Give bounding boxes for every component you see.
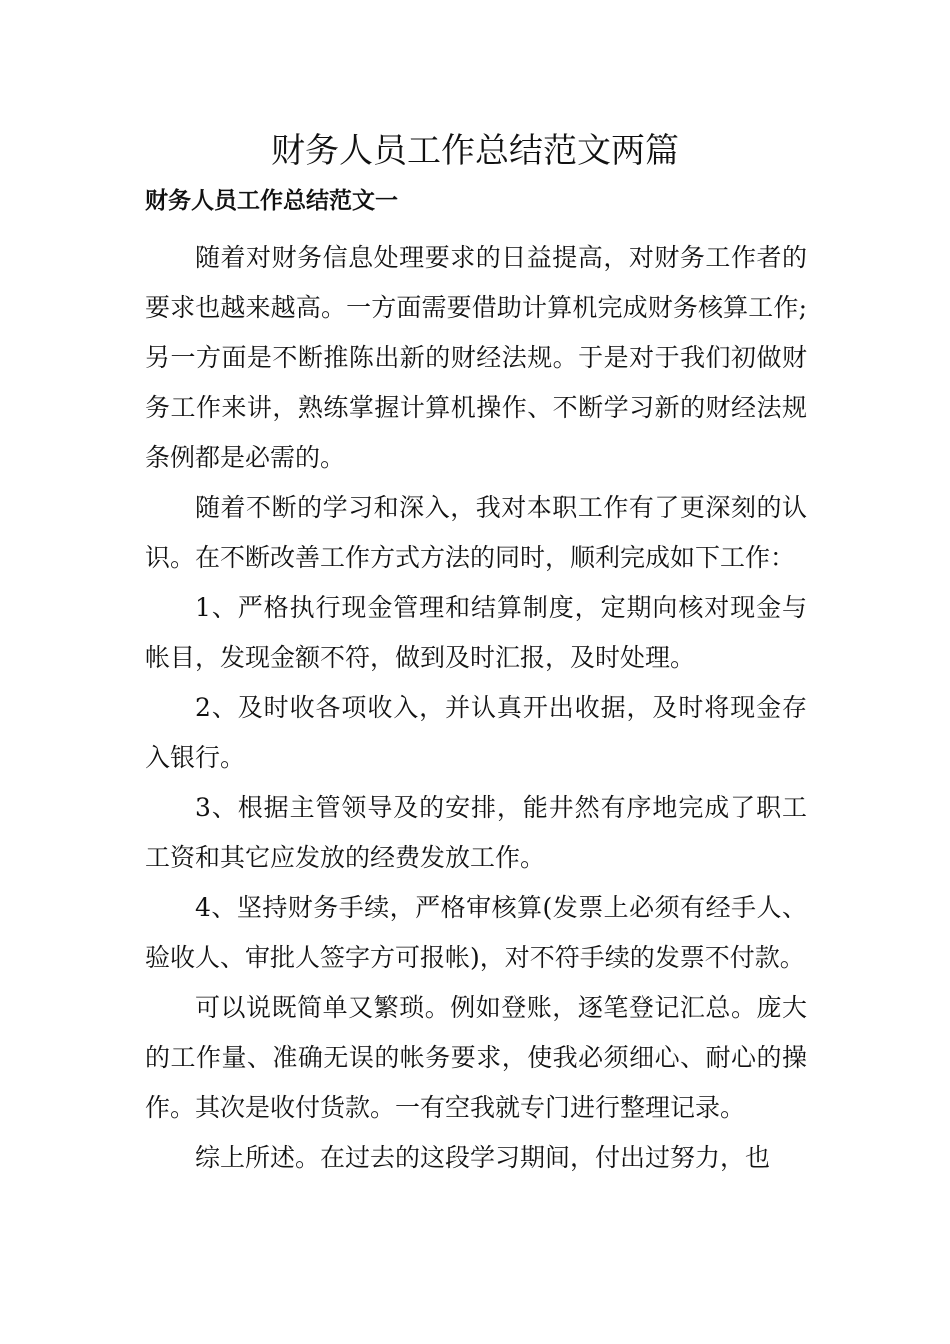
list-item-2: 2、及时收各项收入，并认真开出收据，及时将现金存入银行。	[145, 693, 807, 772]
section-heading: 财务人员工作总结范文一	[145, 188, 398, 214]
document-title: 财务人员工作总结范文两篇	[271, 131, 679, 171]
paragraph-understanding: 随着不断的学习和深入，我对本职工作有了更深刻的认识。在不断改善工作方式方法的同时，顺利完成如下工作：	[145, 493, 807, 572]
list-item-4: 4、坚持财务手续，严格审核算(发票上必须有经手人、验收人、审批人签字方可报帐)，对不符手续的发票不付款。	[145, 893, 807, 972]
list-item-1: 1、严格执行现金管理和结算制度，定期向核对现金与帐目，发现金额不符，做到及时汇报，及时处理。	[145, 593, 807, 672]
document-body	[145, 233, 807, 1183]
paragraph-workload: 可以说既简单又繁琐。例如登账，逐笔登记汇总。庞大的工作量、准确无误的帐务要求，使我必须细心、耐心的操作。其次是收付货款。一有空我就专门进行整理记录。	[145, 993, 807, 1122]
list-item-3: 3、根据主管领导及的安排，能井然有序地完成了职工工资和其它应发放的经费发放工作。	[145, 793, 807, 872]
paragraph-intro: 随着对财务信息处理要求的日益提高，对财务工作者的要求也越来越高。一方面需要借助计算机完成财务核算工作;另一方面是不断推陈出新的财经法规。于是对于我们初做财务工作来讲，熟练掌握计算机操作、不断学习新的财经法规条例都是必需的。	[145, 243, 807, 472]
paragraph-summary: 综上所述。在过去的这段学习期间，付出过努力，也	[195, 1143, 771, 1172]
